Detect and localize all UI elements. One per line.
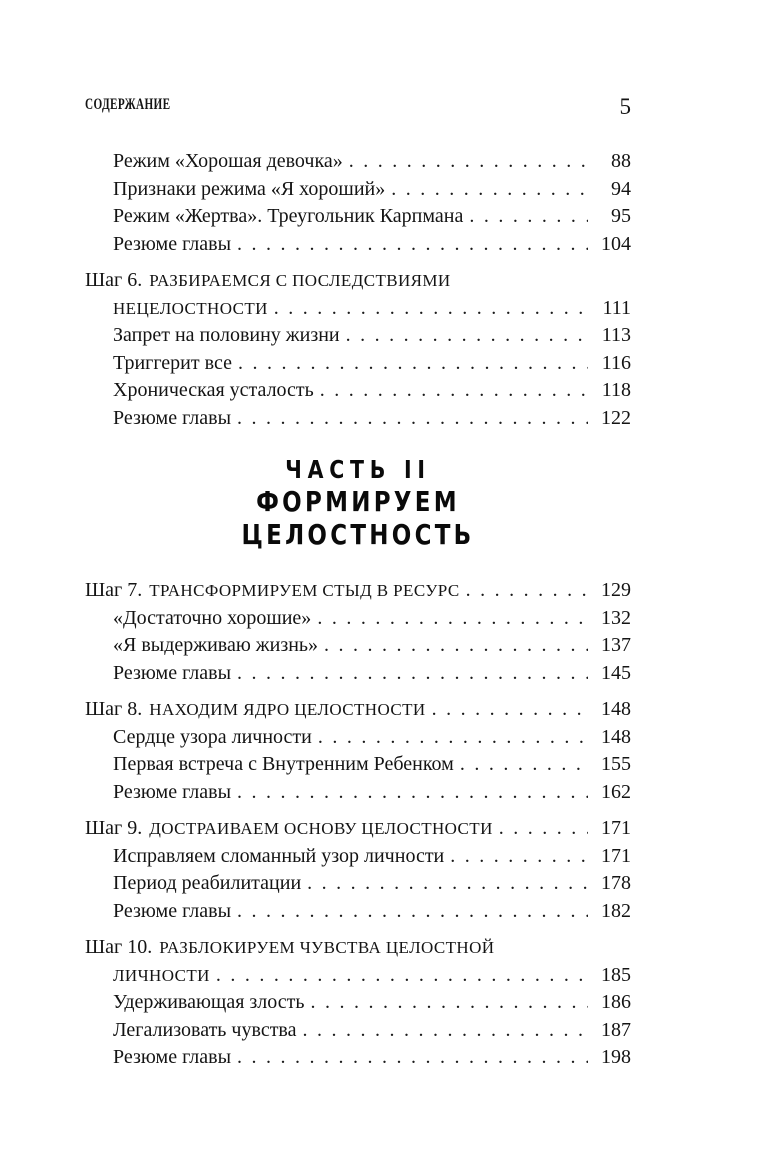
toc-page-number: 148 [601, 725, 631, 748]
toc-entry [85, 1017, 631, 1045]
toc-entry [85, 377, 631, 405]
toc-entry [85, 350, 631, 378]
dot-leader [274, 295, 588, 323]
toc-entry-title: Исправляем сломанный узор личности [113, 844, 445, 867]
dot-leader [469, 203, 588, 231]
dot-leader [324, 632, 588, 660]
dot-leader [432, 696, 588, 724]
toc-entry-title: Легализовать чувства [113, 1018, 297, 1041]
page-header [85, 96, 631, 118]
toc-entry-prefix: Шаг 8. [85, 698, 143, 720]
toc-entry [85, 779, 631, 807]
dot-leader [460, 751, 588, 779]
dot-leader [237, 779, 588, 807]
toc-page-number: 185 [601, 963, 631, 986]
toc-page-number: 111 [602, 296, 631, 319]
dot-leader [320, 377, 588, 405]
toc-entry-title: Триггерит все [113, 351, 232, 374]
toc-entry-title: Режим «Хорошая девочка» [113, 150, 343, 172]
part-heading-number: ЧАСТЬ II [285, 455, 431, 484]
dot-leader [238, 350, 588, 378]
dot-leader [317, 605, 588, 633]
dot-leader [466, 577, 588, 605]
dot-leader [216, 962, 588, 990]
dot-leader [237, 1044, 588, 1072]
toc-entry-title: НЕЦЕЛОСТНОСТИ [113, 298, 268, 318]
toc-entry-title: Запрет на половину жизни [113, 324, 340, 346]
toc-page-number: 186 [601, 991, 631, 1013]
toc-entry-title: Период реабилитации [113, 872, 302, 894]
toc-entry [85, 322, 631, 350]
dot-leader [237, 405, 588, 433]
toc-group [85, 267, 631, 432]
toc-entry-title: ЛИЧНОСТИ [113, 965, 210, 985]
toc-entry [85, 934, 631, 962]
dot-leader [311, 989, 588, 1017]
dot-leader [349, 148, 588, 176]
toc-entry-continuation [85, 295, 631, 323]
toc-entry-prefix: Шаг 10. [85, 936, 153, 958]
dot-leader [237, 898, 588, 926]
toc-entry-title: «Достаточно хорошие» [113, 606, 312, 629]
toc-group [85, 148, 631, 258]
toc-page-number: 113 [601, 324, 631, 346]
toc-entry-title: «Я выдерживаю жизнь» [113, 634, 319, 656]
toc-page-number: 145 [601, 661, 631, 684]
toc-page-number: 162 [601, 780, 631, 803]
toc-part2 [85, 577, 631, 1072]
toc-page-number: 182 [601, 899, 631, 922]
toc-entry [85, 696, 631, 724]
toc-page-number: 148 [601, 698, 631, 720]
toc-entry [85, 843, 631, 871]
toc-entry [85, 231, 631, 259]
toc-entry [85, 148, 631, 176]
toc-entry [85, 870, 631, 898]
toc-group [85, 696, 631, 806]
toc-entry-title: ТРАНСФОРМИРУЕМ СТЫД В РЕСУРС [149, 581, 460, 600]
toc-page-number: 187 [601, 1018, 631, 1041]
toc-entry-title: Сердце узора личности [113, 725, 312, 748]
toc-group [85, 577, 631, 687]
toc-entry-title: Признаки режима «Я хороший» [113, 177, 386, 200]
toc-entry-title: Хроническая усталость [113, 379, 314, 401]
toc-entry [85, 898, 631, 926]
toc-entry [85, 989, 631, 1017]
toc-page-number: 116 [601, 351, 631, 374]
dot-leader [450, 843, 588, 871]
toc-part1 [85, 148, 631, 432]
toc-entry-continuation [85, 962, 631, 990]
toc-entry-title: Режим «Жертва». Треугольник Карпмана [113, 205, 464, 227]
toc-entry-title: Первая встреча с Внутренним Ребенком [113, 753, 454, 775]
toc-page-number: 129 [601, 579, 631, 601]
toc-entry-title: Удерживающая злость [113, 991, 305, 1013]
toc-group [85, 815, 631, 925]
dot-leader [303, 1017, 589, 1045]
toc-page-number: 155 [601, 753, 631, 775]
toc-entry-title: Резюме главы [113, 899, 232, 922]
page-content [85, 96, 631, 1072]
dot-leader [318, 724, 588, 752]
toc-entry [85, 632, 631, 660]
toc-page-number: 178 [601, 872, 631, 894]
toc-entry [85, 724, 631, 752]
toc-entry [85, 176, 631, 204]
dot-leader [307, 870, 588, 898]
part-heading [85, 455, 631, 551]
toc-entry [85, 605, 631, 633]
toc-entry-title: РАЗБЛОКИРУЕМ ЧУВСТВА ЦЕЛОСТНОЙ [159, 938, 495, 957]
toc-page-number: 171 [601, 817, 631, 839]
toc-page-number: 132 [601, 606, 631, 629]
toc-entry-title: Резюме главы [113, 406, 232, 429]
toc-page-number: 88 [611, 150, 631, 172]
toc-entry-title: РАЗБИРАЕМСЯ С ПОСЛЕДСТВИЯМИ [149, 271, 451, 290]
page-number: 5 [619, 94, 631, 119]
toc-page-number: 198 [601, 1046, 631, 1068]
toc-page-number: 104 [601, 232, 631, 255]
toc-page-number: 118 [601, 379, 631, 401]
toc-entry-title: Резюме главы [113, 661, 232, 684]
dot-leader [237, 660, 588, 688]
toc-entry [85, 815, 631, 843]
toc-entry-title: Резюме главы [113, 232, 232, 255]
toc-page-number: 95 [611, 205, 631, 227]
dot-leader [237, 231, 588, 259]
toc-entry [85, 267, 631, 295]
toc-entry-prefix: Шаг 7. [85, 579, 143, 601]
toc-page-number: 122 [601, 406, 631, 429]
toc-entry-prefix: Шаг 9. [85, 817, 143, 839]
toc-entry [85, 405, 631, 433]
toc-page-number: 137 [601, 634, 631, 656]
toc-entry-title: НАХОДИМ ЯДРО ЦЕЛОСТНОСТИ [149, 700, 426, 719]
toc-entry-title: Резюме главы [113, 1046, 232, 1068]
toc-entry [85, 203, 631, 231]
toc-entry-title: ДОСТРАИВАЕМ ОСНОВУ ЦЕЛОСТНОСТИ [149, 819, 493, 838]
toc-page-number: 171 [601, 844, 631, 867]
toc-entry [85, 1044, 631, 1072]
part-heading-title: ФОРМИРУЕМ ЦЕЛОСТНОСТЬ [241, 485, 475, 551]
dot-leader [499, 815, 588, 843]
toc-entry [85, 660, 631, 688]
toc-page-number: 94 [611, 177, 631, 200]
toc-entry-title: Резюме главы [113, 780, 232, 803]
toc-group [85, 934, 631, 1072]
dot-leader [391, 176, 588, 204]
toc-entry-prefix: Шаг 6. [85, 269, 143, 291]
toc-entry [85, 577, 631, 605]
running-title: СОДЕРЖАНИЕ [85, 96, 171, 113]
toc-entry [85, 751, 631, 779]
dot-leader [346, 322, 588, 350]
